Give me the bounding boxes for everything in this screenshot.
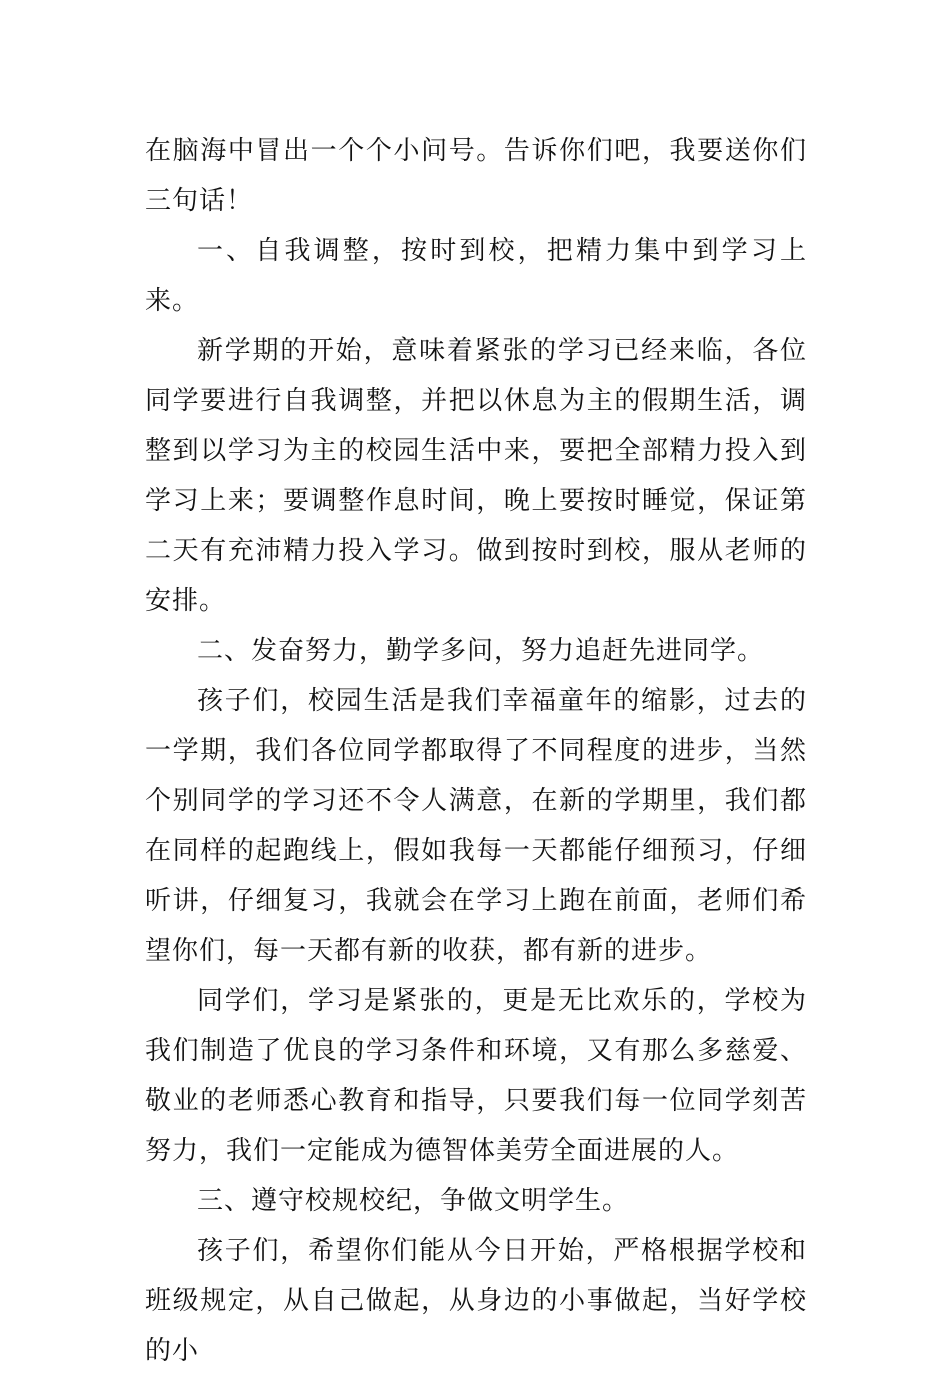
paragraph-study-joy: 同学们，学习是紧张的，更是无比欢乐的，学校为我们制造了优良的学习条件和环境，又有那么多慈爱、敬业的老师悉心教育和指导，只要我们每一位同学刻苦努力，我们一定能成为德智体美劳全面进展的人。	[145, 986, 807, 1166]
paragraph-new-semester: 新学期的开始，意味着紧张的学习已经来临，各位同学要进行自我调整，并把以休息为主的假期生活，调整到以学习为主的校园生活中来，要把全部精力投入到学习上来；要调整作息时间，晚上要按时睡觉，保证第二天有充沛精力投入学习。做到按时到校，服从老师的安排。	[145, 336, 807, 616]
paragraph-continuation: 在脑海中冒出一个个小问号。告诉你们吧，我要送你们三句话！	[145, 136, 807, 216]
section-heading-three: 三、遵守校规校纪，争做文明学生。	[197, 1186, 630, 1216]
paragraph-school-rules: 孩子们，希望你们能从今日开始，严格根据学校和班级规定，从自己做起，从身边的小事做起，当好学校的小	[145, 1236, 807, 1366]
section-heading-one: 一、自我调整，按时到校，把精力集中到学习上来。	[145, 236, 807, 316]
document-body	[145, 126, 807, 1376]
section-heading-two: 二、发奋努力，勤学多问，努力追赶先进同学。	[197, 636, 765, 666]
paragraph-campus-life: 孩子们，校园生活是我们幸福童年的缩影，过去的一学期，我们各位同学都取得了不同程度的进步，当然个别同学的学习还不令人满意，在新的学期里，我们都在同样的起跑线上，假如我每一天都能仔细预习，仔细听讲，仔细复习，我就会在学习上跑在前面，老师们希望你们，每一天都有新的收获，都有新的进步。	[145, 686, 807, 966]
